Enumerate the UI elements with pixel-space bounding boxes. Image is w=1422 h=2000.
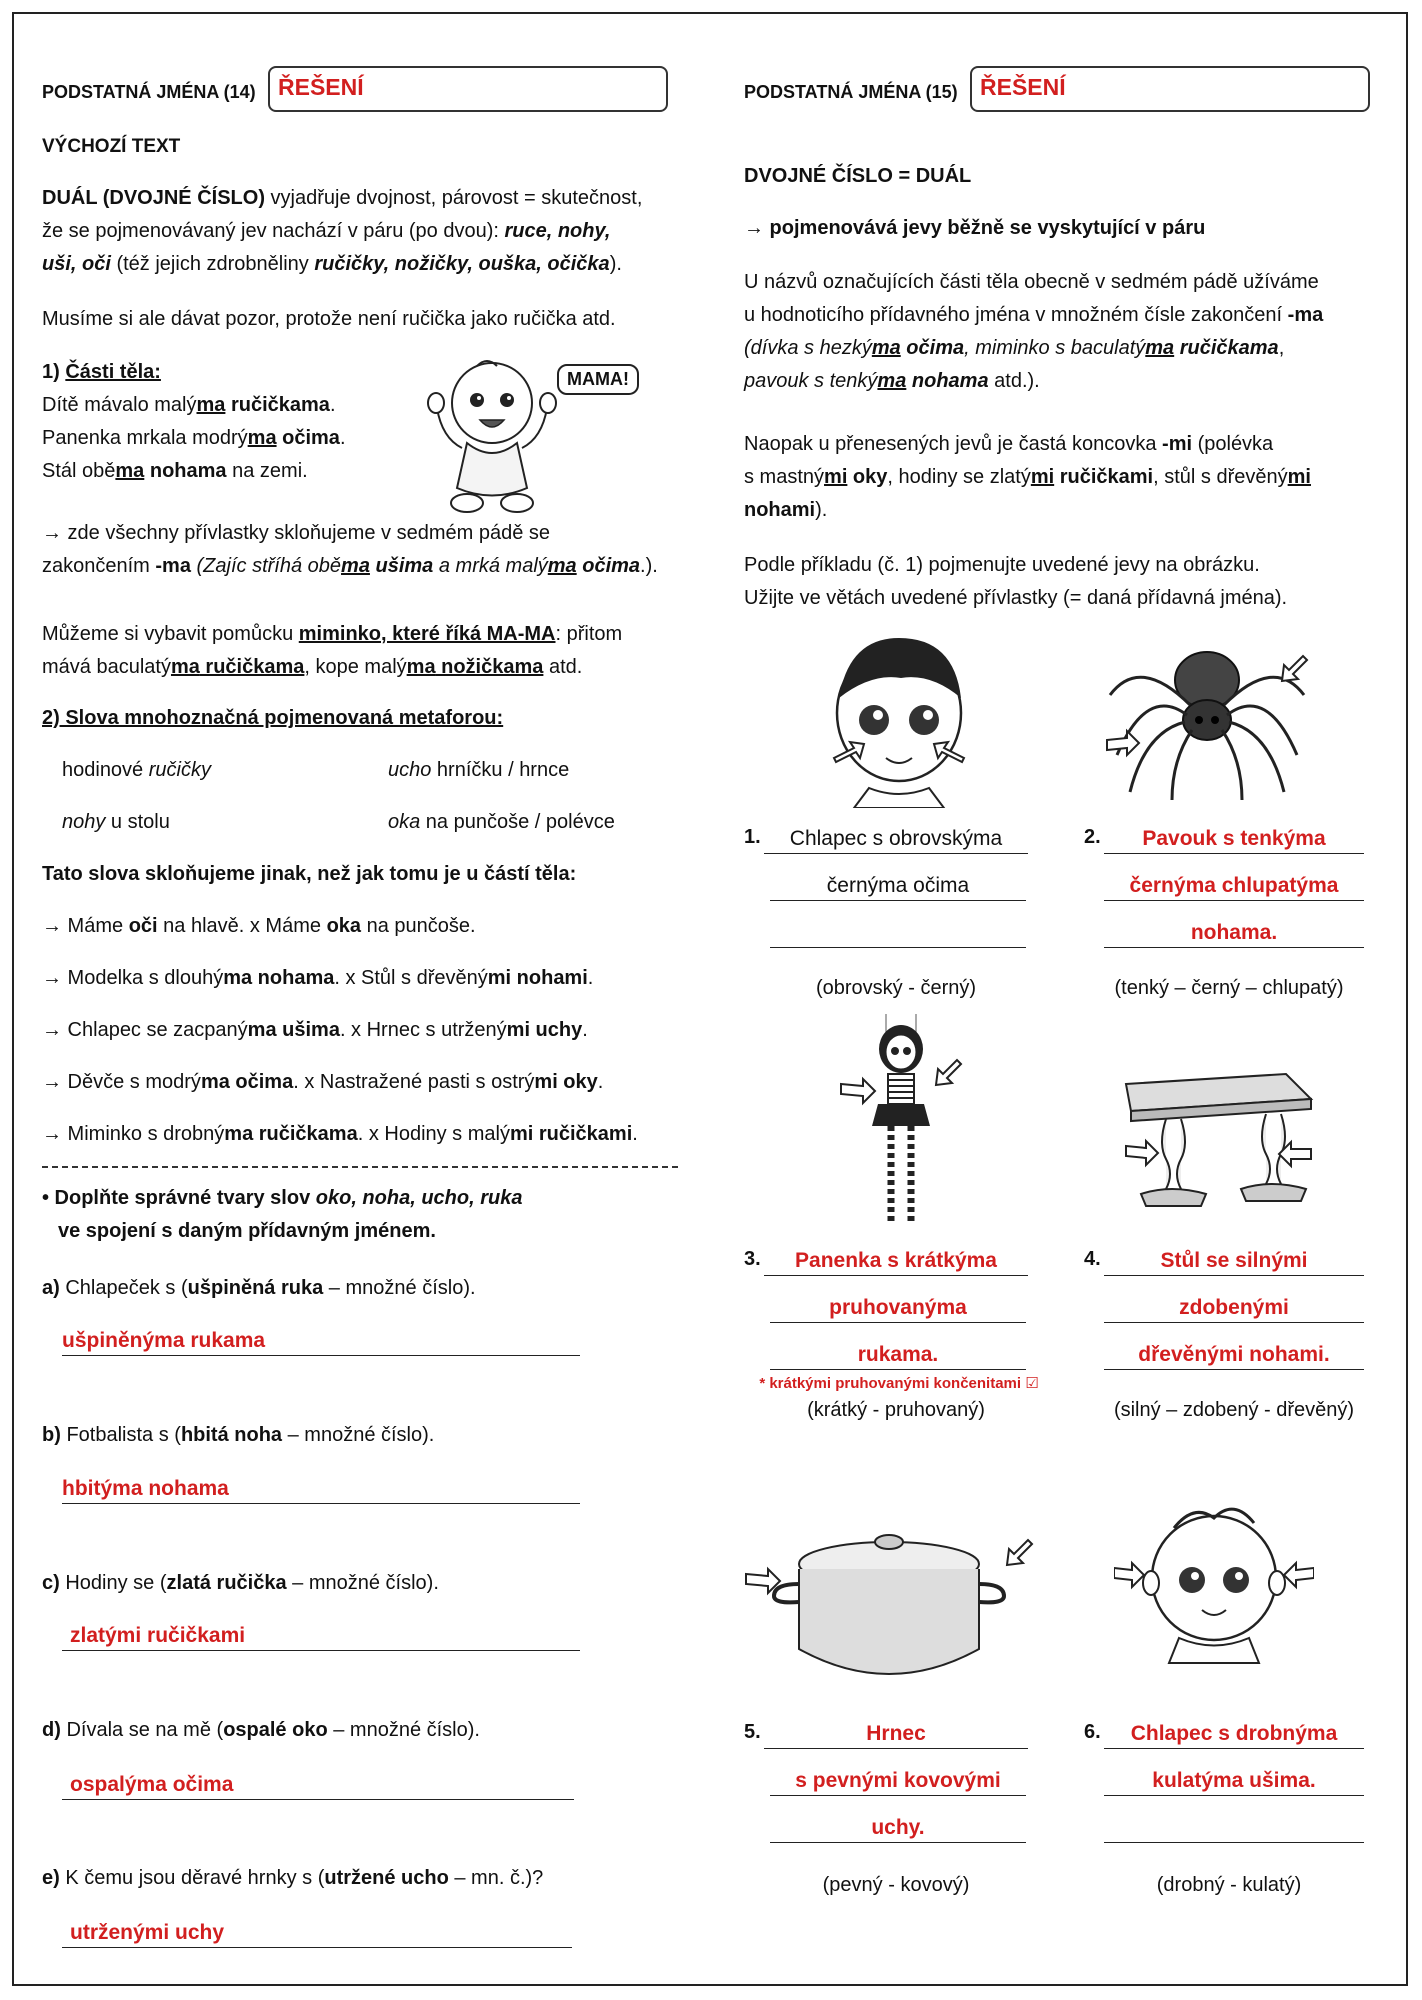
- item-2-line-3[interactable]: nohama.: [1104, 918, 1364, 948]
- item-5-number: 5.: [744, 1721, 761, 1743]
- item-4-line-3[interactable]: dřevěnými nohami.: [1104, 1340, 1364, 1370]
- boy-face-illustration: [814, 628, 984, 808]
- p1-line-4: pavouk s tenkýma nohama atd.).: [744, 370, 1040, 392]
- s1-note-line-2: zakončením -ma (Zajíc stříhá oběma ušima a mrká malýma očima.).: [42, 555, 658, 577]
- p2-line-1: Naopak u přenesených jevů je častá koncovka -mi (polévka: [744, 433, 1274, 455]
- pair-2: → Modelka s dlouhýma nohama. x Stůl s dřevěnými nohami.: [42, 967, 594, 989]
- item-6-line-3[interactable]: [1104, 1813, 1364, 1843]
- item-3-line-1[interactable]: Panenka s krátkýma: [764, 1246, 1028, 1276]
- item-2-caption: (tenký – černý – chlupatý): [1114, 977, 1344, 999]
- answer-e[interactable]: utrženými uchy: [62, 1918, 572, 1948]
- p3-line-1: Podle příkladu (č. 1) pojmenujte uvedené jevy na obrázku.: [744, 554, 1260, 576]
- p2-line-3: nohami).: [744, 499, 828, 521]
- differ-text: Tato slova skloňujeme jinak, než jak tomu je u částí těla:: [42, 863, 577, 885]
- example-1: Dítě mávalo malýma ručičkama.: [42, 394, 336, 416]
- item-1-line-3[interactable]: [770, 918, 1026, 948]
- item-3-number: 3.: [744, 1248, 761, 1270]
- answer-c[interactable]: zlatými ručičkami: [62, 1621, 580, 1651]
- item-4-line-2[interactable]: zdobenými: [1104, 1293, 1364, 1323]
- caution-text: Musíme si ale dávat pozor, protože není ručička jako ručička atd.: [42, 308, 616, 330]
- item-1-line-1[interactable]: Chlapec s obrovskýma: [764, 824, 1028, 854]
- item-4-line-1[interactable]: Stůl se silnými: [1104, 1246, 1364, 1276]
- pot-illustration: [744, 1524, 1034, 1689]
- item-5-line-3[interactable]: uchy.: [770, 1813, 1026, 1843]
- answer-d[interactable]: ospalýma očima: [62, 1770, 574, 1800]
- p3-line-2: Užijte ve větách uvedené přívlastky (= daná přídavná jména).: [744, 587, 1288, 609]
- table-illustration: [1106, 1064, 1316, 1234]
- p2-line-2: s mastnými oky, hodiny se zlatými ručičkami, stůl s dřevěnými: [744, 466, 1311, 488]
- answer-b[interactable]: hbitýma nohama: [62, 1474, 580, 1504]
- item-5-caption: (pevný - kovový): [822, 1874, 970, 1896]
- item-6-line-2[interactable]: kulatýma ušima.: [1104, 1766, 1364, 1796]
- item-5-line-2[interactable]: s pevnými kovovými: [770, 1766, 1026, 1796]
- right-title: DVOJNÉ ČÍSLO = DUÁL: [744, 165, 972, 187]
- task-line-2: ve spojení s daným přídavným jménem.: [58, 1220, 436, 1242]
- metaphor-2: ucho hrníčku / hrnce: [388, 759, 570, 781]
- item-1-caption: (obrovský - černý): [815, 977, 977, 999]
- worksheet-page: [12, 12, 1408, 1986]
- pair-4: → Děvče s modrýma očima. x Nastražené pasti s ostrými oky.: [42, 1071, 604, 1093]
- exercise-b: b) Fotbalista s (hbitá noha – množné číslo).: [42, 1424, 435, 1446]
- subheader: VÝCHOZÍ TEXT: [42, 136, 181, 157]
- pair-5: → Miminko s drobnýma ručičkama. x Hodiny s malými ručičkami.: [42, 1123, 638, 1145]
- answer-a[interactable]: ušpiněnýma rukama: [62, 1326, 580, 1356]
- intro-line-2: že se pojmenovávaný jev nachází v páru (po dvou): ruce, nohy,: [42, 220, 611, 242]
- right-header-label: PODSTATNÁ JMÉNA (15): [744, 82, 958, 102]
- item-2-line-1[interactable]: Pavouk s tenkýma: [1104, 824, 1364, 854]
- right-arrow-line: → pojmenovává jevy běžně se vyskytující v páru: [744, 217, 1206, 239]
- doll-illustration: [836, 1014, 966, 1234]
- item-3-line-3[interactable]: rukama.: [770, 1340, 1026, 1370]
- item-6-caption: (drobný - kulatý): [1156, 1874, 1302, 1896]
- p1-line-2: u hodnoticího přídavného jména v množném čísle zakončení -ma: [744, 304, 1324, 326]
- metaphor-4: oka na punčoše / polévce: [388, 811, 615, 833]
- pair-1: → Máme oči na hlavě. x Máme oka na punčoše.: [42, 915, 476, 937]
- intro-line-3: uši, oči (též jejich zdrobněliny ručičky, nožičky, ouška, očička).: [42, 253, 622, 275]
- right-solution-box: ŘEŠENÍ: [970, 66, 1370, 112]
- s1-note-line-1: → zde všechny přívlastky skloňujeme v sedmém pádě se: [42, 522, 550, 544]
- metaphor-1: hodinové ručičky: [62, 759, 211, 781]
- item-2-line-2[interactable]: černýma chlupatýma: [1104, 871, 1364, 901]
- section-1-title: 1) Části těla:: [42, 361, 161, 383]
- example-2: Panenka mrkala modrýma očima.: [42, 427, 346, 449]
- item-4-number: 4.: [1084, 1248, 1101, 1270]
- dashed-divider: [42, 1166, 678, 1168]
- spider-illustration: [1102, 620, 1312, 800]
- metaphor-3: nohy u stolu: [62, 811, 170, 833]
- exercise-c: c) Hodiny se (zlatá ručička – množné číslo).: [42, 1572, 439, 1594]
- baby-illustration: [422, 348, 562, 518]
- task-line-1: • Doplňte správné tvary slov oko, noha, ucho, ruka: [42, 1187, 523, 1209]
- item-4-caption: (silný – zdobený - dřevěný): [1113, 1399, 1355, 1421]
- speech-bubble: MAMA!: [557, 364, 639, 395]
- item-3-caption: (krátký - pruhovaný): [807, 1399, 985, 1421]
- item-6-line-1[interactable]: Chlapec s drobnýma: [1104, 1719, 1364, 1749]
- item-1-number: 1.: [744, 826, 761, 848]
- section-2-title: 2) Slova mnohoznačná pojmenovaná metaforou:: [42, 707, 504, 729]
- p1-line-3: (dívka s hezkýma očima, miminko s baculatýma ručičkama,: [744, 337, 1285, 359]
- item-6-number: 6.: [1084, 1721, 1101, 1743]
- exercise-a: a) Chlapeček s (ušpiněná ruka – množné číslo).: [42, 1277, 476, 1299]
- item-5-line-1[interactable]: Hrnec: [764, 1719, 1028, 1749]
- item-3-line-2[interactable]: pruhovanýma: [770, 1293, 1026, 1323]
- left-header-label: PODSTATNÁ JMÉNA (14): [42, 82, 256, 102]
- item-2-number: 2.: [1084, 826, 1101, 848]
- child-face-illustration: [1114, 1498, 1314, 1678]
- pair-3: → Chlapec se zacpanýma ušima. x Hrnec s utrženými uchy.: [42, 1019, 588, 1041]
- mnemo-line-1: Můžeme si vybavit pomůcku miminko, které říká MA-MA: přitom: [42, 623, 623, 645]
- intro-line-1: DUÁL (DVOJNÉ ČÍSLO) vyjadřuje dvojnost, párovost = skutečnost,: [42, 187, 643, 209]
- item-1-line-2[interactable]: černýma očima: [770, 871, 1026, 901]
- exercise-e: e) K čemu jsou děravé hrnky s (utržené ucho – mn. č.)?: [42, 1867, 544, 1889]
- left-solution-box: ŘEŠENÍ: [268, 66, 668, 112]
- item-3-note: * krátkými pruhovanými končenitami ☑: [759, 1375, 1039, 1392]
- exercise-d: d) Dívala se na mě (ospalé oko – množné číslo).: [42, 1719, 480, 1741]
- mnemo-line-2: mává baculatýma ručičkama, kope malýma nožičkama atd.: [42, 656, 583, 678]
- p1-line-1: U názvů označujících části těla obecně v sedmém pádě užíváme: [744, 271, 1319, 293]
- example-3: Stál oběma nohama na zemi.: [42, 460, 308, 482]
